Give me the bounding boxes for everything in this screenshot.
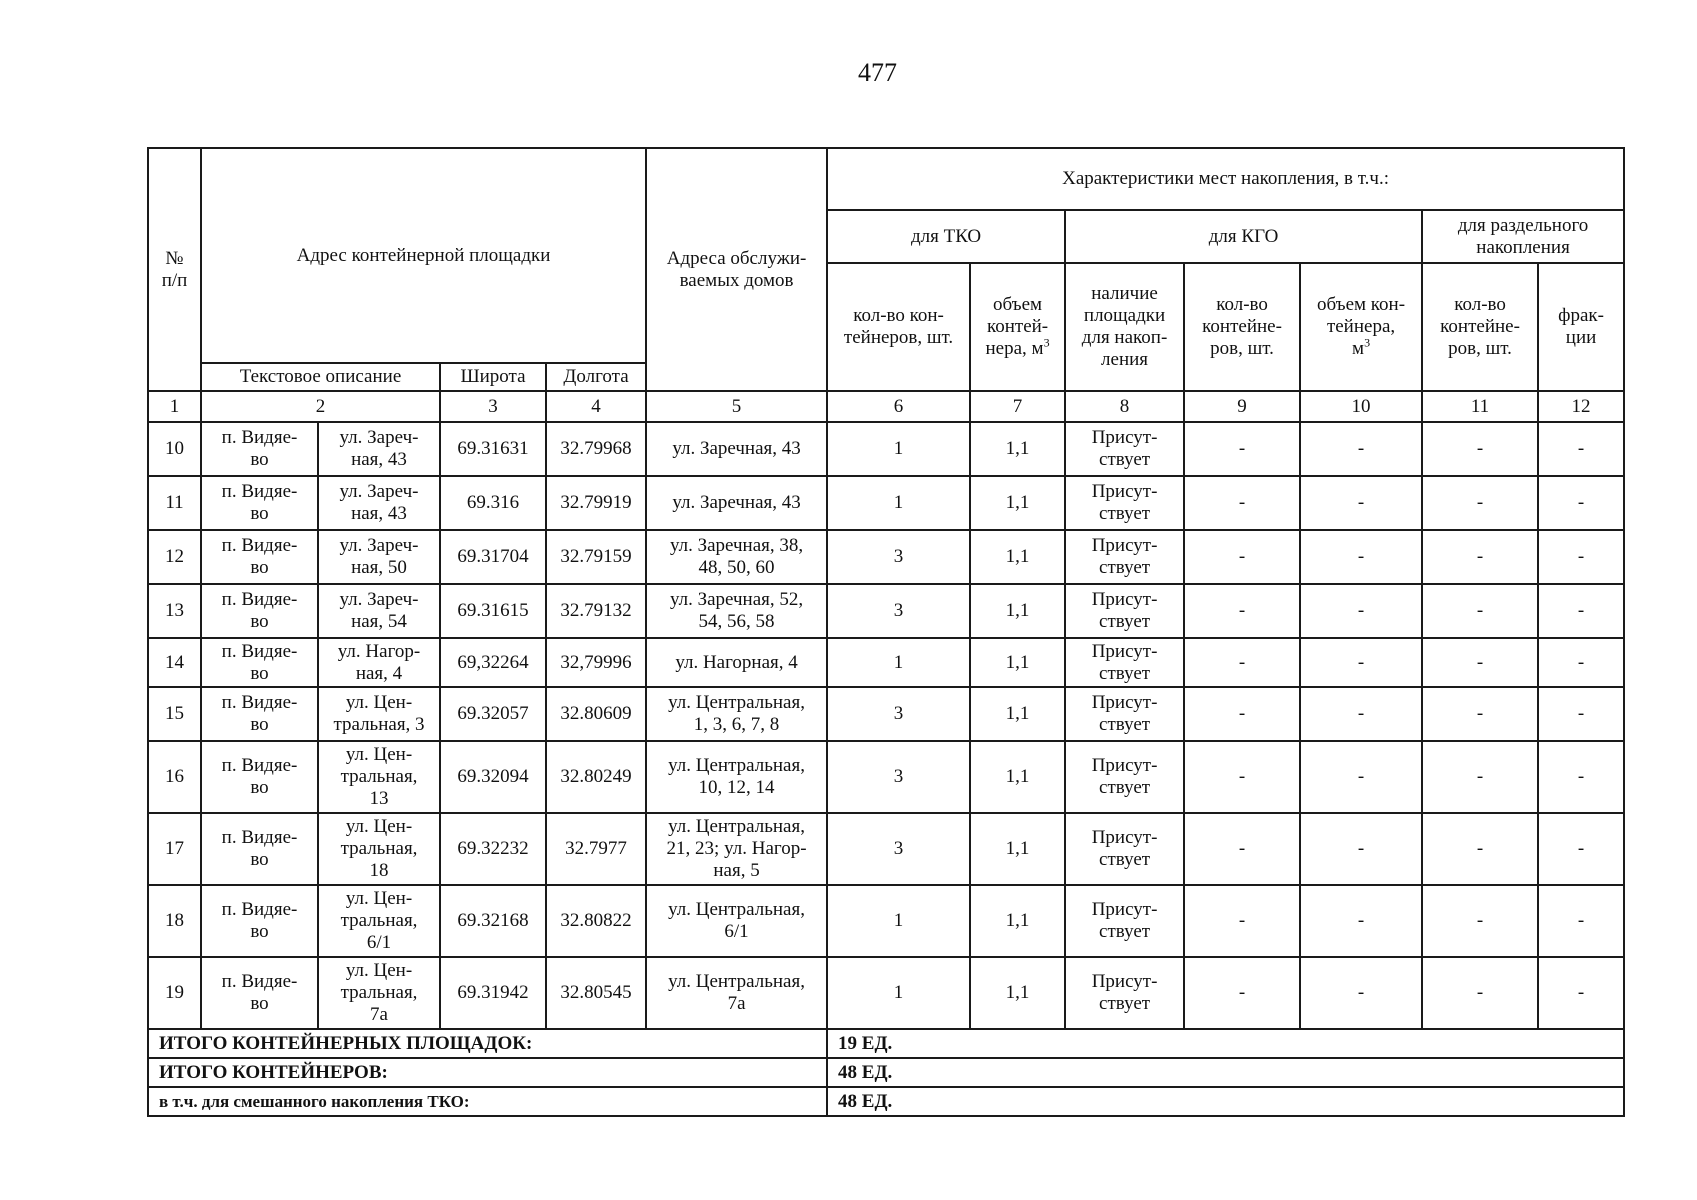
longitude-cell: 32.80249 [546,741,646,813]
table-row [148,957,1624,1029]
locality-cell: п. Видяе- во [201,422,318,476]
tko-volume-cell: 1,1 [970,813,1065,885]
tko-volume-cell: 1,1 [970,687,1065,741]
locality-cell: п. Видяе- во [201,741,318,813]
served-houses-cell: ул. Центральная, 10, 12, 14 [646,741,827,813]
row-number: 14 [148,638,201,687]
tko-count-cell: 1 [827,957,970,1029]
header-col7: объем контей- нера, $м^3$ [970,263,1065,391]
table-row [148,687,1624,741]
kgo-volume-cell: - [1300,687,1422,741]
total-value: 48 ЕД. [827,1058,1624,1087]
latitude-cell: 69.316 [440,476,546,530]
latitude-cell: 69.31942 [440,957,546,1029]
row-number: 15 [148,687,201,741]
row-number: 11 [148,476,201,530]
longitude-cell: 32.7977 [546,813,646,885]
tko-count-cell: 3 [827,813,970,885]
header-col12: фрак- ции [1538,263,1624,391]
served-houses-cell: ул. Центральная, 7а [646,957,827,1029]
site-presence-cell: Присут- ствует [1065,813,1184,885]
tko-count-cell: 3 [827,687,970,741]
kgo-count-cell: - [1184,885,1300,957]
tko-count-cell: 1 [827,422,970,476]
served-houses-cell: ул. Заречная, 43 [646,476,827,530]
column-number: 9 [1184,391,1300,422]
locality-cell: п. Видяе- во [201,530,318,584]
column-number: 3 [440,391,546,422]
locality-cell: п. Видяе- во [201,813,318,885]
street-cell: ул. Зареч- ная, 43 [318,422,440,476]
tko-count-cell: 1 [827,885,970,957]
tko-volume-cell: 1,1 [970,530,1065,584]
street-cell: ул. Зареч- ная, 43 [318,476,440,530]
tko-count-cell: 1 [827,476,970,530]
kgo-volume-cell: - [1300,741,1422,813]
table-row [148,885,1624,957]
header-latitude: Широта [440,363,546,391]
total-label: в т.ч. для смешанного накопления ТКО: [148,1087,827,1116]
row-number: 16 [148,741,201,813]
served-houses-cell: ул. Заречная, 52, 54, 56, 58 [646,584,827,638]
tko-count-cell: 3 [827,530,970,584]
column-number: 5 [646,391,827,422]
table-row [148,584,1624,638]
site-presence-cell: Присут- ствует [1065,687,1184,741]
row-number: 18 [148,885,201,957]
street-cell: ул. Цен- тральная, 3 [318,687,440,741]
total-label: ИТОГО КОНТЕЙНЕРОВ: [148,1058,827,1087]
latitude-cell: 69.31704 [440,530,546,584]
header-col8: наличие площадки для накоп- ления [1065,263,1184,391]
total-value: 48 ЕД. [827,1087,1624,1116]
site-presence-cell: Присут- ствует [1065,741,1184,813]
tko-volume-cell: 1,1 [970,957,1065,1029]
header-kgo: для КГО [1065,210,1422,263]
street-cell: ул. Цен- тральная, 7а [318,957,440,1029]
container-sites-table [147,147,1625,1117]
table-row [148,638,1624,687]
separate-count-cell: - [1422,885,1538,957]
column-number: 12 [1538,391,1624,422]
column-number: 8 [1065,391,1184,422]
separate-count-cell: - [1422,957,1538,1029]
fractions-cell: - [1538,741,1624,813]
fractions-cell: - [1538,422,1624,476]
served-houses-cell: ул. Центральная, 21, 23; ул. Нагор- ная, 5 [646,813,827,885]
table-row [148,476,1624,530]
locality-cell: п. Видяе- во [201,687,318,741]
separate-count-cell: - [1422,813,1538,885]
row-number: 10 [148,422,201,476]
separate-count-cell: - [1422,638,1538,687]
tko-volume-cell: 1,1 [970,885,1065,957]
street-cell: ул. Цен- тральная, 6/1 [318,885,440,957]
kgo-volume-cell: - [1300,957,1422,1029]
longitude-cell: 32.79132 [546,584,646,638]
row-number: 17 [148,813,201,885]
row-number: 13 [148,584,201,638]
separate-count-cell: - [1422,422,1538,476]
separate-count-cell: - [1422,687,1538,741]
fractions-cell: - [1538,813,1624,885]
separate-count-cell: - [1422,584,1538,638]
kgo-volume-cell: - [1300,422,1422,476]
tko-volume-cell: 1,1 [970,422,1065,476]
kgo-count-cell: - [1184,584,1300,638]
kgo-volume-cell: - [1300,584,1422,638]
fractions-cell: - [1538,530,1624,584]
fractions-cell: - [1538,957,1624,1029]
tko-count-cell: 1 [827,638,970,687]
longitude-cell: 32.79919 [546,476,646,530]
column-number: 1 [148,391,201,422]
column-number: 7 [970,391,1065,422]
separate-count-cell: - [1422,530,1538,584]
header-num: № п/п [148,148,201,391]
kgo-volume-cell: - [1300,638,1422,687]
street-cell: ул. Зареч- ная, 50 [318,530,440,584]
kgo-count-cell: - [1184,476,1300,530]
row-number: 19 [148,957,201,1029]
header-address: Адрес контейнерной площадки [201,148,646,363]
kgo-volume-cell: - [1300,476,1422,530]
longitude-cell: 32.80609 [546,687,646,741]
served-houses-cell: ул. Нагорная, 4 [646,638,827,687]
total-label: ИТОГО КОНТЕЙНЕРНЫХ ПЛОЩАДОК: [148,1029,827,1058]
tko-volume-cell: 1,1 [970,638,1065,687]
site-presence-cell: Присут- ствует [1065,885,1184,957]
street-cell: ул. Цен- тральная, 13 [318,741,440,813]
kgo-count-cell: - [1184,957,1300,1029]
site-presence-cell: Присут- ствует [1065,422,1184,476]
kgo-count-cell: - [1184,813,1300,885]
latitude-cell: 69.31631 [440,422,546,476]
separate-count-cell: - [1422,476,1538,530]
tko-volume-cell: 1,1 [970,741,1065,813]
separate-count-cell: - [1422,741,1538,813]
column-number: 6 [827,391,970,422]
site-presence-cell: Присут- ствует [1065,476,1184,530]
kgo-count-cell: - [1184,638,1300,687]
total-row [148,1087,1624,1116]
fractions-cell: - [1538,584,1624,638]
table-row [148,422,1624,476]
latitude-cell: 69.32232 [440,813,546,885]
column-number: 10 [1300,391,1422,422]
kgo-count-cell: - [1184,687,1300,741]
kgo-count-cell: - [1184,530,1300,584]
table-row [148,741,1624,813]
header-served-houses: Адреса обслужи- ваемых домов [646,148,827,391]
locality-cell: п. Видяе- во [201,957,318,1029]
street-cell: ул. Зареч- ная, 54 [318,584,440,638]
column-number: 11 [1422,391,1538,422]
locality-cell: п. Видяе- во [201,476,318,530]
latitude-cell: 69.32168 [440,885,546,957]
latitude-cell: 69.31615 [440,584,546,638]
header-col9: кол-во контейне- ров, шт. [1184,263,1300,391]
site-presence-cell: Присут- ствует [1065,957,1184,1029]
served-houses-cell: ул. Центральная, 6/1 [646,885,827,957]
header-text-description: Текстовое описание [201,363,440,391]
fractions-cell: - [1538,476,1624,530]
site-presence-cell: Присут- ствует [1065,530,1184,584]
served-houses-cell: ул. Заречная, 43 [646,422,827,476]
column-number: 4 [546,391,646,422]
tko-count-cell: 3 [827,741,970,813]
header-characteristics: Характеристики мест накопления, в т.ч.: [827,148,1624,210]
table-row [148,530,1624,584]
total-row [148,1058,1624,1087]
fractions-cell: - [1538,687,1624,741]
header-col6: кол-во кон- тейнеров, шт. [827,263,970,391]
total-value: 19 ЕД. [827,1029,1624,1058]
latitude-cell: 69.32057 [440,687,546,741]
tko-volume-cell: 1,1 [970,584,1065,638]
table-row [148,813,1624,885]
header-tko: для ТКО [827,210,1065,263]
kgo-volume-cell: - [1300,813,1422,885]
header-separate: для раздельного накопления [1422,210,1624,263]
page-number: 477 [858,58,897,87]
kgo-volume-cell: - [1300,885,1422,957]
served-houses-cell: ул. Центральная, 1, 3, 6, 7, 8 [646,687,827,741]
header-col11: кол-во контейне- ров, шт. [1422,263,1538,391]
latitude-cell: 69.32094 [440,741,546,813]
column-number: 2 [201,391,440,422]
longitude-cell: 32.79968 [546,422,646,476]
row-number: 12 [148,530,201,584]
site-presence-cell: Присут- ствует [1065,638,1184,687]
locality-cell: п. Видяе- во [201,885,318,957]
site-presence-cell: Присут- ствует [1065,584,1184,638]
tko-volume-cell: 1,1 [970,476,1065,530]
total-row [148,1029,1624,1058]
header-longitude: Долгота [546,363,646,391]
longitude-cell: 32.80822 [546,885,646,957]
kgo-count-cell: - [1184,741,1300,813]
street-cell: ул. Нагор- ная, 4 [318,638,440,687]
column-numbers-row [148,391,1624,422]
street-cell: ул. Цен- тральная, 18 [318,813,440,885]
longitude-cell: 32.80545 [546,957,646,1029]
kgo-volume-cell: - [1300,530,1422,584]
longitude-cell: 32,79996 [546,638,646,687]
latitude-cell: 69,32264 [440,638,546,687]
locality-cell: п. Видяе- во [201,638,318,687]
fractions-cell: - [1538,885,1624,957]
kgo-count-cell: - [1184,422,1300,476]
served-houses-cell: ул. Заречная, 38, 48, 50, 60 [646,530,827,584]
locality-cell: п. Видяе- во [201,584,318,638]
header-col10: объем кон- тейнера, $м^3$ [1300,263,1422,391]
fractions-cell: - [1538,638,1624,687]
tko-count-cell: 3 [827,584,970,638]
longitude-cell: 32.79159 [546,530,646,584]
